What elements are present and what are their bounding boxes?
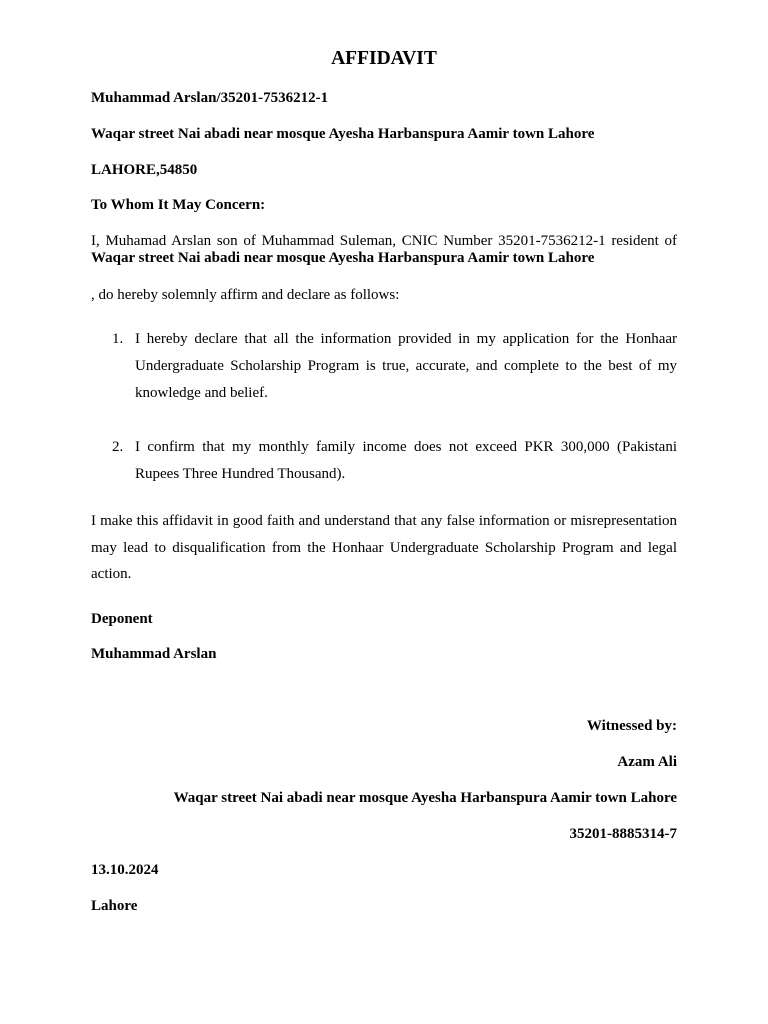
deponent-address: Waqar street Nai abadi near mosque Ayesha Harbanspura Aamir town Lahore: [91, 126, 595, 142]
intro-line: I, Muhamad Arslan son of Muhammad Suleman, CNIC Number 35201-7536212-1 resident of: [91, 233, 677, 249]
declaration-number: 1.: [112, 331, 124, 347]
deponent-label: Deponent: [91, 611, 153, 627]
city-postal-code: LAHORE,54850: [91, 162, 198, 178]
salutation: To Whom It May Concern:: [91, 197, 266, 213]
declaration-item: [91, 326, 677, 407]
declaration-item: [91, 434, 677, 488]
deponent-signature-name: Muhammad Arslan: [91, 646, 217, 662]
intro-statement: [91, 233, 677, 267]
affidavit-date: 13.10.2024: [91, 862, 159, 878]
intro-address: Waqar street Nai abadi near mosque Ayesha Harbanspura Aamir town Lahore: [91, 250, 595, 266]
declaration-text: I hereby declare that all the information provided in my application for the Honhaar Undergraduate Scholarship Program is true, accurate, and complete to the best of my knowledge and belief.: [135, 331, 677, 401]
deponent-name-cnic: Muhammad Arslan/35201-7536212-1: [91, 90, 329, 106]
declaration-number: 2.: [112, 439, 124, 455]
witness-address: Waqar street Nai abadi near mosque Ayesha Harbanspura Aamir town Lahore: [173, 790, 677, 806]
document-title: AFFIDAVIT: [331, 48, 437, 69]
declaration-text: I confirm that my monthly family income does not exceed PKR 300,000 (Pakistani Rupees Three Hundred Thousand).: [135, 439, 677, 482]
affirm-line: , do hereby solemnly affirm and declare as follows:: [91, 287, 400, 303]
closing-paragraph: I make this affidavit in good faith and understand that any false information or misrepresentation may lead to disqualification from the Honhaar Undergraduate Scholarship Program and legal action.: [91, 513, 677, 582]
witness-cnic: 35201-8885314-7: [569, 826, 677, 842]
affidavit-place: Lahore: [91, 898, 138, 914]
witness-name: Azam Ali: [617, 754, 677, 770]
witness-label: Witnessed by:: [586, 718, 677, 734]
